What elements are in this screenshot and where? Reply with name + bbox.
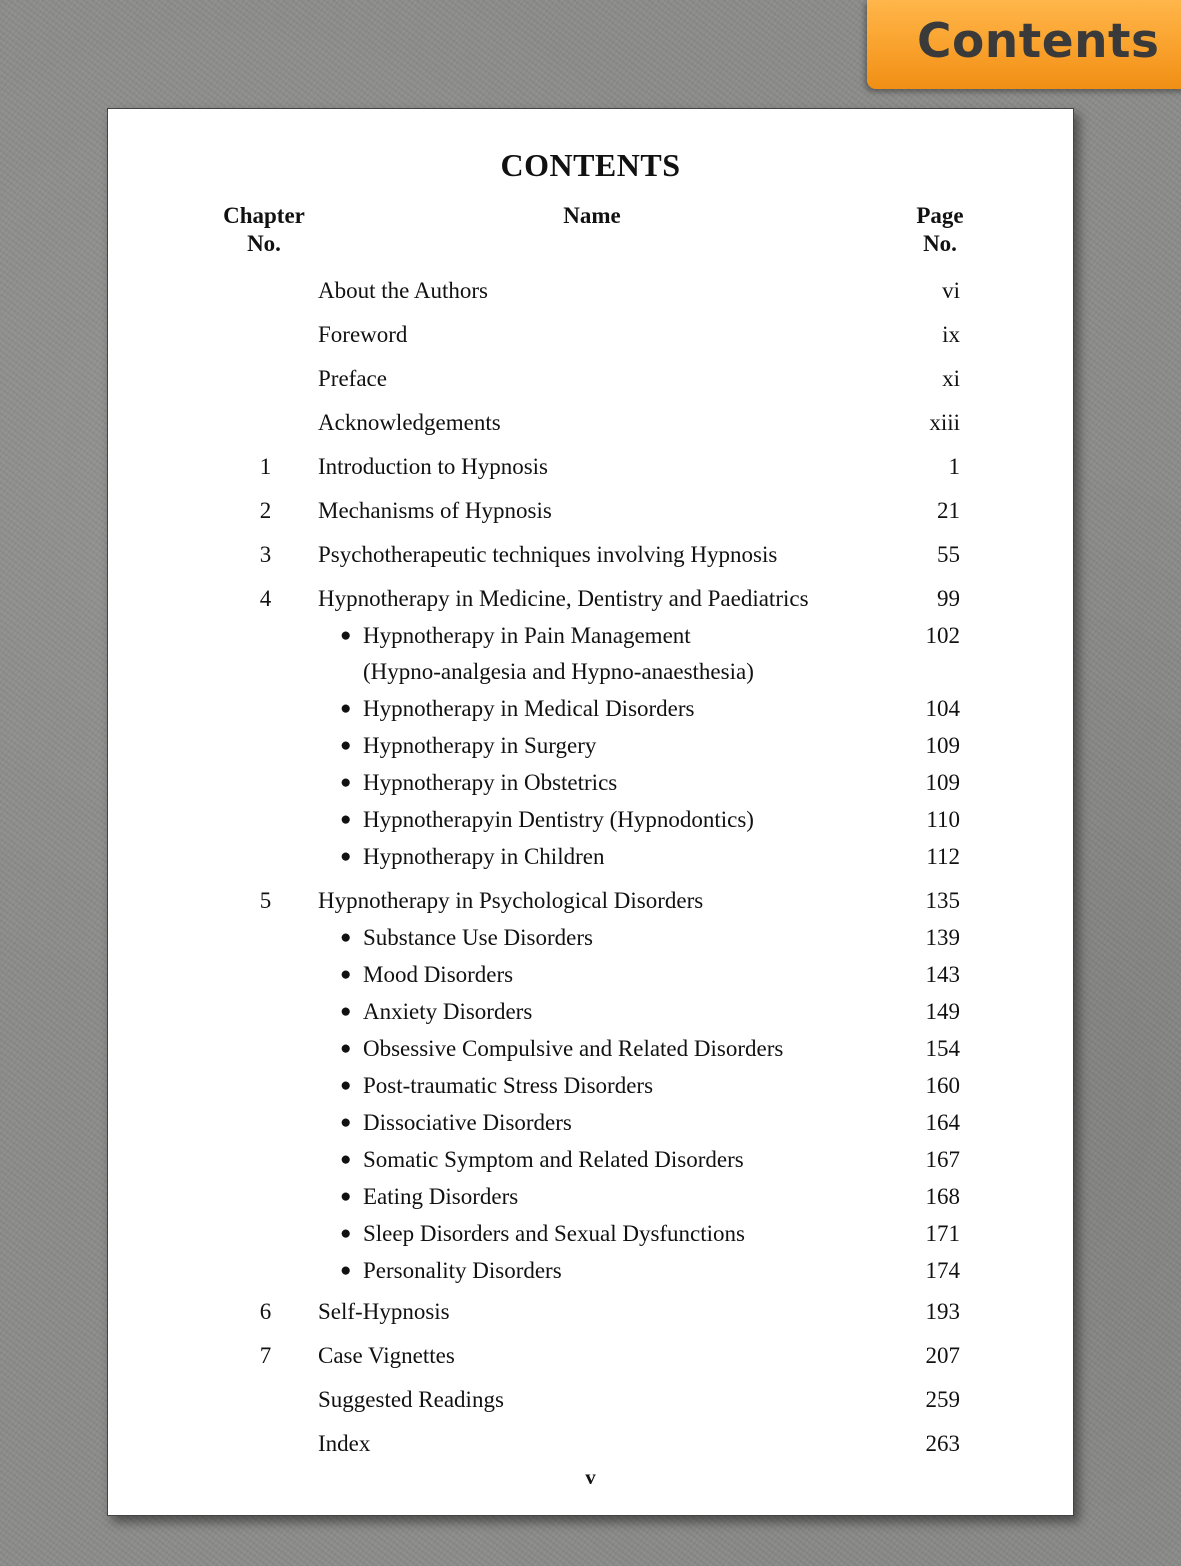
subentry-name: Hypnotherapyin Dentistry (Hypnodontics) (363, 807, 754, 832)
entry-page: 21 (937, 498, 960, 523)
toc-entry[interactable] (108, 276, 1073, 306)
header-chapter-no (208, 202, 320, 258)
toc-entry[interactable] (108, 320, 1073, 350)
entry-name: Index (318, 1431, 371, 1456)
entry-name: Introduction to Hypnosis (318, 454, 548, 479)
subentry-page: 109 (925, 770, 960, 795)
bullet-icon: ● (340, 735, 352, 756)
entry-name: Psychotherapeutic techniques involving Hypnosis (318, 542, 778, 567)
toc-subentry[interactable] (108, 805, 1073, 835)
chapter-number: 5 (259, 888, 272, 913)
toc-subentry[interactable] (108, 694, 1073, 724)
entry-name: About the Authors (318, 278, 488, 303)
entry-name: Hypnotherapy in Medicine, Dentistry and Paediatrics (318, 586, 809, 611)
bullet-icon: ● (340, 1149, 352, 1170)
toc-subentry[interactable] (108, 1108, 1073, 1138)
entry-page: ix (942, 322, 960, 347)
entry-page: xi (942, 366, 960, 391)
entry-name: Hypnotherapy in Psychological Disorders (318, 888, 704, 913)
toc-entry[interactable] (108, 886, 1073, 916)
bullet-icon: ● (340, 772, 352, 793)
toc-entry[interactable] (108, 1297, 1073, 1327)
subentry-page: 109 (925, 733, 960, 758)
toc-subentry[interactable] (108, 1182, 1073, 1212)
subentry-page: 171 (925, 1221, 960, 1246)
subentry-page: 110 (926, 807, 960, 832)
subentry-page: 143 (925, 962, 960, 987)
chapter-number: 4 (259, 586, 272, 611)
toc-entry[interactable] (108, 496, 1073, 526)
toc-entry[interactable] (108, 452, 1073, 482)
entry-name: Case Vignettes (318, 1343, 455, 1368)
bullet-icon: ● (340, 1075, 352, 1096)
entry-page: 263 (925, 1431, 960, 1456)
chapter-number: 7 (259, 1343, 272, 1368)
subentry-name: Obsessive Compulsive and Related Disorders (363, 1036, 784, 1061)
subentry-name: Hypnotherapy in Surgery (363, 733, 597, 758)
bullet-icon: ● (340, 964, 352, 985)
subentry-name: Sleep Disorders and Sexual Dysfunctions (363, 1221, 745, 1246)
header-page-no (902, 202, 978, 258)
entry-page: 207 (925, 1343, 960, 1368)
toc-subentry[interactable] (108, 731, 1073, 761)
subentry-page: 139 (925, 925, 960, 950)
chapter-number: 1 (259, 454, 272, 479)
toc-entry[interactable] (108, 584, 1073, 614)
bullet-icon: ● (340, 625, 352, 646)
entry-page: 259 (925, 1387, 960, 1412)
entry-name: Acknowledgements (318, 410, 501, 435)
bullet-icon: ● (340, 846, 352, 867)
entry-name: Mechanisms of Hypnosis (318, 498, 552, 523)
page-title: CONTENTS (500, 147, 681, 183)
entry-page: 99 (937, 586, 960, 611)
subentry-page: 174 (925, 1258, 960, 1283)
toc-subentry[interactable] (108, 842, 1073, 872)
subentry-name: Hypnotherapy in Medical Disorders (363, 696, 695, 721)
bullet-icon: ● (340, 809, 352, 830)
toc-entry[interactable] (108, 1341, 1073, 1371)
contents-page (107, 108, 1074, 1516)
subentry-page: 168 (925, 1184, 960, 1209)
toc-subentry[interactable] (108, 923, 1073, 953)
subentry-page: 167 (925, 1147, 960, 1172)
toc-entry[interactable] (108, 540, 1073, 570)
toc-subentry[interactable] (108, 768, 1073, 798)
page-number: v (585, 1465, 596, 1489)
subentry-page: 102 (925, 623, 960, 648)
banner-label: Contents (917, 14, 1160, 69)
chapter-number: 3 (259, 542, 272, 567)
toc-entry[interactable] (108, 1385, 1073, 1415)
toc-subentry-continuation (108, 657, 1073, 687)
toc-subentry[interactable] (108, 1071, 1073, 1101)
subentry-name: Personality Disorders (363, 1258, 562, 1283)
entry-name: Preface (318, 366, 387, 391)
subentry-name: (Hypno-analgesia and Hypno-anaesthesia) (363, 659, 754, 684)
bullet-icon: ● (340, 1260, 352, 1281)
subentry-name: Dissociative Disorders (363, 1110, 572, 1135)
header-chapter-line2: No. (247, 231, 281, 256)
toc-subentry[interactable] (108, 997, 1073, 1027)
entry-page: xiii (929, 410, 960, 435)
subentry-name: Somatic Symptom and Related Disorders (363, 1147, 744, 1172)
toc-entry[interactable] (108, 1429, 1073, 1459)
bullet-icon: ● (340, 1112, 352, 1133)
header-page-line1: Page (916, 203, 964, 228)
subentry-name: Substance Use Disorders (363, 925, 593, 950)
header-page-line2: No. (923, 231, 957, 256)
subentry-page: 112 (926, 844, 960, 869)
subentry-name: Mood Disorders (363, 962, 514, 987)
subentry-name: Hypnotherapy in Pain Management (363, 623, 691, 648)
chapter-number: 2 (259, 498, 272, 523)
bullet-icon: ● (340, 927, 352, 948)
toc-subentry[interactable] (108, 1256, 1073, 1286)
bullet-icon: ● (340, 698, 352, 719)
subentry-name: Hypnotherapy in Children (363, 844, 605, 869)
entry-page: 135 (925, 888, 960, 913)
entry-name: Self-Hypnosis (318, 1299, 450, 1324)
subentry-name: Anxiety Disorders (363, 999, 533, 1024)
bullet-icon: ● (340, 1186, 352, 1207)
header-chapter-line1: Chapter (223, 203, 305, 228)
bullet-icon: ● (340, 1223, 352, 1244)
entry-page: 1 (948, 454, 960, 479)
subentry-page: 149 (925, 999, 960, 1024)
header-name: Name (563, 203, 621, 228)
toc-entry[interactable] (108, 408, 1073, 438)
toc-subentry[interactable] (108, 1034, 1073, 1064)
subentry-page: 164 (925, 1110, 960, 1135)
entry-name: Suggested Readings (318, 1387, 504, 1412)
subentry-name: Post-traumatic Stress Disorders (363, 1073, 654, 1098)
contents-banner (867, 0, 1181, 89)
subentry-page: 104 (925, 696, 960, 721)
subentry-name: Eating Disorders (363, 1184, 519, 1209)
subentry-page: 154 (925, 1036, 960, 1061)
entry-page: 55 (937, 542, 960, 567)
bullet-icon: ● (340, 1038, 352, 1059)
toc-subentry[interactable] (108, 621, 1073, 651)
entry-page: 193 (925, 1299, 960, 1324)
bullet-icon: ● (340, 1001, 352, 1022)
chapter-number: 6 (259, 1299, 272, 1324)
subentry-page: 160 (925, 1073, 960, 1098)
toc-subentry[interactable] (108, 960, 1073, 990)
entry-page: vi (942, 278, 960, 303)
toc-subentry[interactable] (108, 1219, 1073, 1249)
toc-subentry[interactable] (108, 1145, 1073, 1175)
subentry-name: Hypnotherapy in Obstetrics (363, 770, 618, 795)
toc-entry[interactable] (108, 364, 1073, 394)
entry-name: Foreword (318, 322, 408, 347)
